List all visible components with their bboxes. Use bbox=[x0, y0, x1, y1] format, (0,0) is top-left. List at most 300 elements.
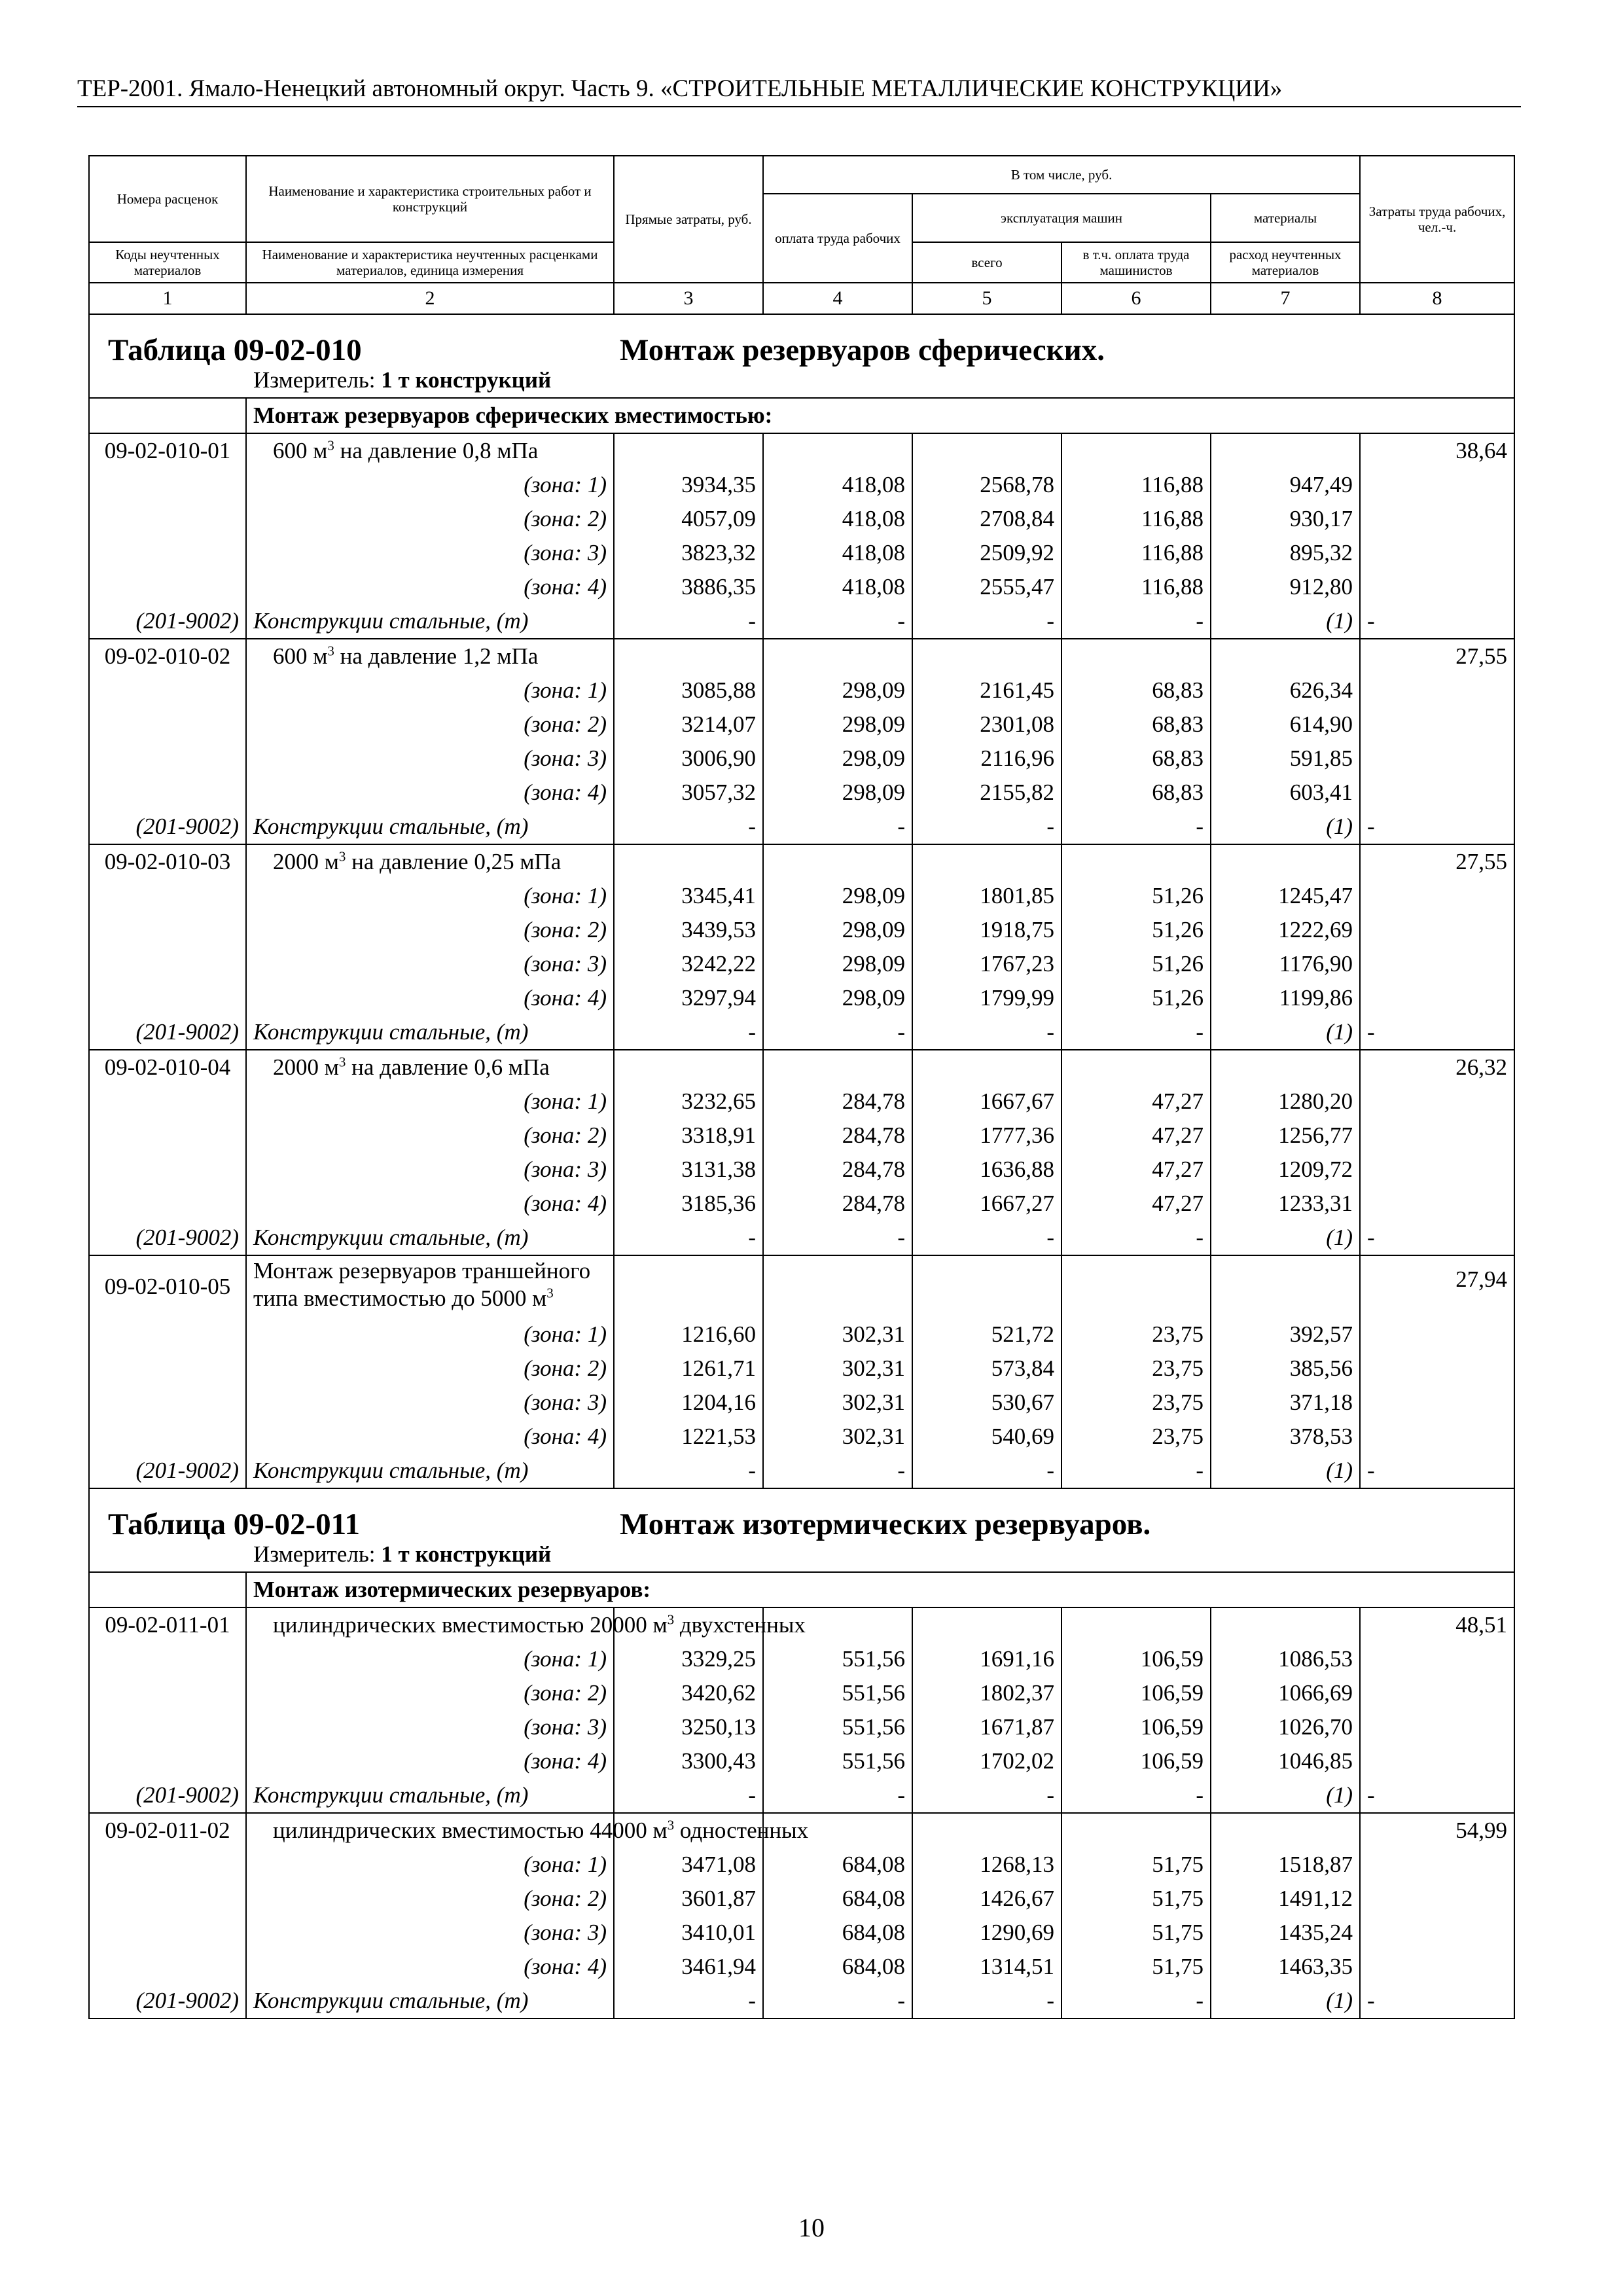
machinist-pay: 23,75 bbox=[1061, 1352, 1211, 1386]
machinist-pay: 47,27 bbox=[1061, 1153, 1211, 1187]
zone-label: (зона: 1) bbox=[246, 1085, 614, 1119]
machines-total: 1667,67 bbox=[912, 1085, 1061, 1119]
worker-pay: 284,78 bbox=[763, 1085, 912, 1119]
direct-cost: 3439,53 bbox=[614, 913, 763, 947]
empty-cell bbox=[1360, 879, 1514, 913]
materials-cost: 626,34 bbox=[1211, 673, 1360, 708]
resource-qty: (1) bbox=[1211, 1984, 1360, 2018]
resource-name: Конструкции стальные, (т) bbox=[246, 1984, 614, 2018]
zone-label: (зона: 1) bbox=[246, 1848, 614, 1882]
resource-dash: - bbox=[763, 810, 912, 844]
resource-dash: - bbox=[614, 810, 763, 844]
zone-label: (зона: 2) bbox=[246, 1882, 614, 1916]
empty-cell bbox=[89, 502, 246, 536]
machinist-pay: 51,26 bbox=[1061, 879, 1211, 913]
resource-dash: - bbox=[912, 1454, 1061, 1488]
zone-label: (зона: 2) bbox=[246, 502, 614, 536]
col-header-1-top: Номера расценок bbox=[89, 156, 246, 242]
resource-dash: - bbox=[763, 604, 912, 639]
empty-cell bbox=[89, 1085, 246, 1119]
item-name-tail: на давление 0,25 мПа bbox=[346, 849, 562, 874]
machines-total: 1801,85 bbox=[912, 879, 1061, 913]
direct-cost: 3185,36 bbox=[614, 1187, 763, 1221]
machines-total: 2116,96 bbox=[912, 742, 1061, 776]
empty-cell bbox=[1211, 1607, 1360, 1642]
machines-total: 1767,23 bbox=[912, 947, 1061, 981]
machinist-pay: 51,26 bbox=[1061, 913, 1211, 947]
resource-name: Конструкции стальные, (т) bbox=[246, 1454, 614, 1488]
empty-cell bbox=[1211, 433, 1360, 468]
resource-dash: - bbox=[614, 1454, 763, 1488]
item-name-text: цилиндрических вместимостью 20000 м bbox=[273, 1612, 668, 1638]
resource-dash: - bbox=[1061, 1015, 1211, 1050]
resource-row bbox=[89, 1454, 1514, 1488]
machines-total: 540,69 bbox=[912, 1420, 1061, 1454]
resource-qty: (1) bbox=[1211, 604, 1360, 639]
resource-code: (201-9002) bbox=[89, 1221, 246, 1255]
zone-label: (зона: 4) bbox=[246, 1950, 614, 1984]
machinist-pay: 68,83 bbox=[1061, 673, 1211, 708]
empty-cell bbox=[1360, 570, 1514, 604]
machinist-pay: 51,75 bbox=[1061, 1950, 1211, 1984]
materials-cost: 1086,53 bbox=[1211, 1642, 1360, 1676]
direct-cost: 4057,09 bbox=[614, 502, 763, 536]
empty-cell bbox=[1360, 1950, 1514, 1984]
empty-cell bbox=[1360, 1676, 1514, 1710]
empty-cell bbox=[89, 570, 246, 604]
item-row bbox=[89, 1050, 1514, 1085]
empty-cell bbox=[89, 1710, 246, 1744]
zone-row bbox=[89, 1676, 1514, 1710]
empty-cell bbox=[89, 1119, 246, 1153]
resource-dash: - bbox=[1061, 810, 1211, 844]
empty-cell bbox=[763, 433, 912, 468]
zone-label: (зона: 3) bbox=[246, 1153, 614, 1187]
empty-cell bbox=[89, 981, 246, 1015]
col-header-incl: В том числе, руб. bbox=[763, 156, 1360, 194]
item-row bbox=[89, 1255, 1514, 1318]
worker-pay: 298,09 bbox=[763, 708, 912, 742]
machines-total: 1691,16 bbox=[912, 1642, 1061, 1676]
empty-cell bbox=[89, 468, 246, 502]
table-subtitle: Монтаж изотермических резервуаров: bbox=[246, 1572, 1514, 1607]
resource-dash: - bbox=[1061, 1221, 1211, 1255]
materials-cost: 1209,72 bbox=[1211, 1153, 1360, 1187]
machinist-pay: 51,75 bbox=[1061, 1848, 1211, 1882]
direct-cost: 3131,38 bbox=[614, 1153, 763, 1187]
resource-code: (201-9002) bbox=[89, 1984, 246, 2018]
worker-pay: 551,56 bbox=[763, 1642, 912, 1676]
machinist-pay: 47,27 bbox=[1061, 1119, 1211, 1153]
labor-cost: 48,51 bbox=[1360, 1607, 1514, 1642]
table-number: Таблица 09-02-010 bbox=[108, 333, 362, 367]
meter-label: Измеритель: bbox=[253, 1541, 376, 1567]
item-code: 09-02-011-02 bbox=[89, 1813, 246, 1848]
table-number: Таблица 09-02-011 bbox=[108, 1507, 360, 1541]
item-name-sup: 3 bbox=[338, 1054, 346, 1070]
item-code: 09-02-011-01 bbox=[89, 1607, 246, 1642]
zone-row bbox=[89, 1318, 1514, 1352]
zone-row bbox=[89, 913, 1514, 947]
zone-label: (зона: 4) bbox=[246, 776, 614, 810]
empty-cell bbox=[1360, 1882, 1514, 1916]
worker-pay: 551,56 bbox=[763, 1744, 912, 1778]
col-number: 6 bbox=[1061, 283, 1211, 314]
resource-dash: - bbox=[912, 1221, 1061, 1255]
worker-pay: 551,56 bbox=[763, 1710, 912, 1744]
direct-cost: 3214,07 bbox=[614, 708, 763, 742]
item-name-tail: одностенных bbox=[674, 1818, 809, 1843]
resource-dash: - bbox=[763, 1778, 912, 1813]
direct-cost: 3329,25 bbox=[614, 1642, 763, 1676]
empty-cell bbox=[89, 1572, 246, 1607]
empty-cell bbox=[1360, 1744, 1514, 1778]
materials-cost: 1518,87 bbox=[1211, 1848, 1360, 1882]
item-code: 09-02-010-04 bbox=[89, 1050, 246, 1085]
machines-total: 1667,27 bbox=[912, 1187, 1061, 1221]
resource-dash: - bbox=[763, 1221, 912, 1255]
direct-cost: 3297,94 bbox=[614, 981, 763, 1015]
direct-cost: 3232,65 bbox=[614, 1085, 763, 1119]
materials-cost: 1066,69 bbox=[1211, 1676, 1360, 1710]
worker-pay: 684,08 bbox=[763, 1848, 912, 1882]
zone-row bbox=[89, 1882, 1514, 1916]
resource-dash: - bbox=[1360, 1778, 1514, 1813]
col-number: 7 bbox=[1211, 283, 1360, 314]
zone-row bbox=[89, 981, 1514, 1015]
col-header-4: оплата труда рабочих bbox=[763, 194, 912, 283]
zone-row bbox=[89, 947, 1514, 981]
resource-dash: - bbox=[1360, 1454, 1514, 1488]
resource-qty: (1) bbox=[1211, 1778, 1360, 1813]
machinist-pay: 47,27 bbox=[1061, 1085, 1211, 1119]
zone-row bbox=[89, 536, 1514, 570]
empty-cell bbox=[1061, 1813, 1211, 1848]
zone-label: (зона: 3) bbox=[246, 1710, 614, 1744]
resource-dash: - bbox=[614, 1778, 763, 1813]
materials-cost: 1222,69 bbox=[1211, 913, 1360, 947]
resource-row bbox=[89, 604, 1514, 639]
item-name-tail: на давление 0,6 мПа bbox=[346, 1054, 550, 1080]
resource-code: (201-9002) bbox=[89, 604, 246, 639]
item-row bbox=[89, 639, 1514, 673]
col-header-2-bottom: Наименование и характеристика неучтенных расценками материалов, единица измерения bbox=[246, 242, 614, 283]
zone-row bbox=[89, 1420, 1514, 1454]
zone-row bbox=[89, 1642, 1514, 1676]
materials-cost: 1491,12 bbox=[1211, 1882, 1360, 1916]
empty-cell bbox=[89, 1676, 246, 1710]
table-title-cell bbox=[89, 1488, 1514, 1572]
materials-cost: 603,41 bbox=[1211, 776, 1360, 810]
zone-label: (зона: 1) bbox=[246, 879, 614, 913]
empty-cell bbox=[89, 673, 246, 708]
empty-cell bbox=[912, 433, 1061, 468]
machinist-pay: 106,59 bbox=[1061, 1642, 1211, 1676]
materials-cost: 591,85 bbox=[1211, 742, 1360, 776]
item-name-text: 2000 м bbox=[273, 1054, 339, 1080]
direct-cost: 3085,88 bbox=[614, 673, 763, 708]
empty-cell bbox=[1211, 844, 1360, 879]
machines-total: 1426,67 bbox=[912, 1882, 1061, 1916]
materials-cost: 947,49 bbox=[1211, 468, 1360, 502]
zone-label: (зона: 3) bbox=[246, 947, 614, 981]
table-subtitle-row bbox=[89, 1572, 1514, 1607]
meter-value: 1 т конструкций bbox=[381, 367, 552, 393]
page-header: ТЕР-2001. Ямало-Ненецкий автономный округ. Часть 9. «СТРОИТЕЛЬНЫЕ МЕТАЛЛИЧЕСКИЕ КОНСТРУКЦИИ» bbox=[77, 73, 1521, 107]
resource-dash: - bbox=[912, 1778, 1061, 1813]
resource-name: Конструкции стальные, (т) bbox=[246, 1015, 614, 1050]
empty-cell bbox=[1360, 1848, 1514, 1882]
worker-pay: 302,31 bbox=[763, 1420, 912, 1454]
direct-cost: 3461,94 bbox=[614, 1950, 763, 1984]
resource-row bbox=[89, 810, 1514, 844]
zone-label: (зона: 3) bbox=[246, 1916, 614, 1950]
empty-cell bbox=[1360, 1187, 1514, 1221]
materials-cost: 1046,85 bbox=[1211, 1744, 1360, 1778]
worker-pay: 298,09 bbox=[763, 673, 912, 708]
worker-pay: 551,56 bbox=[763, 1676, 912, 1710]
col-number: 2 bbox=[246, 283, 614, 314]
direct-cost: 3601,87 bbox=[614, 1882, 763, 1916]
empty-cell bbox=[614, 433, 763, 468]
empty-cell bbox=[89, 1848, 246, 1882]
item-row bbox=[89, 1607, 1514, 1642]
resource-dash: - bbox=[614, 1221, 763, 1255]
empty-cell bbox=[89, 776, 246, 810]
empty-cell bbox=[614, 639, 763, 673]
machines-total: 2161,45 bbox=[912, 673, 1061, 708]
worker-pay: 418,08 bbox=[763, 536, 912, 570]
col-header-8: Затраты труда рабочих, чел.-ч. bbox=[1360, 156, 1514, 283]
worker-pay: 298,09 bbox=[763, 879, 912, 913]
machines-total: 1671,87 bbox=[912, 1710, 1061, 1744]
zone-row bbox=[89, 1710, 1514, 1744]
machines-total: 1290,69 bbox=[912, 1916, 1061, 1950]
empty-cell bbox=[89, 1642, 246, 1676]
empty-cell bbox=[614, 1255, 763, 1318]
resource-dash: - bbox=[1360, 604, 1514, 639]
zone-label: (зона: 1) bbox=[246, 1642, 614, 1676]
col-header-3: Прямые затраты, руб. bbox=[614, 156, 763, 283]
machinist-pay: 51,26 bbox=[1061, 947, 1211, 981]
empty-cell bbox=[1360, 1318, 1514, 1352]
machinist-pay: 51,75 bbox=[1061, 1916, 1211, 1950]
empty-cell bbox=[1211, 1050, 1360, 1085]
resource-dash: - bbox=[614, 604, 763, 639]
resource-dash: - bbox=[763, 1015, 912, 1050]
worker-pay: 684,08 bbox=[763, 1882, 912, 1916]
table-title: Монтаж резервуаров сферических. bbox=[620, 333, 1105, 367]
empty-cell bbox=[89, 708, 246, 742]
zone-label: (зона: 3) bbox=[246, 1386, 614, 1420]
machines-total: 1314,51 bbox=[912, 1950, 1061, 1984]
resource-dash: - bbox=[1061, 1984, 1211, 2018]
empty-cell bbox=[89, 913, 246, 947]
empty-cell bbox=[614, 844, 763, 879]
empty-cell bbox=[1360, 1642, 1514, 1676]
item-code: 09-02-010-02 bbox=[89, 639, 246, 673]
direct-cost: 3006,90 bbox=[614, 742, 763, 776]
direct-cost: 1216,60 bbox=[614, 1318, 763, 1352]
materials-cost: 1245,47 bbox=[1211, 879, 1360, 913]
item-name-sup: 3 bbox=[327, 437, 334, 454]
materials-cost: 1176,90 bbox=[1211, 947, 1360, 981]
empty-cell bbox=[1360, 1119, 1514, 1153]
worker-pay: 684,08 bbox=[763, 1950, 912, 1984]
empty-cell bbox=[89, 947, 246, 981]
zone-row bbox=[89, 879, 1514, 913]
resource-qty: (1) bbox=[1211, 1221, 1360, 1255]
materials-cost: 378,53 bbox=[1211, 1420, 1360, 1454]
direct-cost: 3420,62 bbox=[614, 1676, 763, 1710]
machinist-pay: 116,88 bbox=[1061, 468, 1211, 502]
resource-dash: - bbox=[1360, 810, 1514, 844]
empty-cell bbox=[614, 1050, 763, 1085]
worker-pay: 284,78 bbox=[763, 1119, 912, 1153]
col-number: 1 bbox=[89, 283, 246, 314]
machinist-pay: 68,83 bbox=[1061, 742, 1211, 776]
empty-cell bbox=[89, 1153, 246, 1187]
empty-cell bbox=[1360, 1916, 1514, 1950]
col-header-1-bottom: Коды неучтенных материалов bbox=[89, 242, 246, 283]
direct-cost: 3886,35 bbox=[614, 570, 763, 604]
machines-total: 2155,82 bbox=[912, 776, 1061, 810]
item-name-tail: на давление 0,8 мПа bbox=[334, 438, 539, 463]
machinist-pay: 68,83 bbox=[1061, 708, 1211, 742]
machinist-pay: 106,59 bbox=[1061, 1710, 1211, 1744]
resource-qty: (1) bbox=[1211, 1454, 1360, 1488]
empty-cell bbox=[912, 639, 1061, 673]
empty-cell bbox=[89, 1318, 246, 1352]
empty-cell bbox=[1360, 981, 1514, 1015]
resource-dash: - bbox=[912, 604, 1061, 639]
zone-row bbox=[89, 468, 1514, 502]
machinist-pay: 23,75 bbox=[1061, 1420, 1211, 1454]
col-header-machines: эксплуатация машин bbox=[912, 194, 1211, 242]
empty-cell bbox=[1360, 536, 1514, 570]
labor-cost: 27,55 bbox=[1360, 844, 1514, 879]
resource-name: Конструкции стальные, (т) bbox=[246, 810, 614, 844]
table-subtitle: Монтаж резервуаров сферических вместимостью: bbox=[246, 398, 1514, 433]
table-title-block bbox=[90, 315, 1514, 397]
empty-cell bbox=[912, 1813, 1061, 1848]
table-title-block bbox=[90, 1489, 1514, 1571]
direct-cost: 3823,32 bbox=[614, 536, 763, 570]
resource-row bbox=[89, 1221, 1514, 1255]
zone-row bbox=[89, 1085, 1514, 1119]
direct-cost: 3318,91 bbox=[614, 1119, 763, 1153]
resource-dash: - bbox=[1360, 1984, 1514, 2018]
zone-label: (зона: 1) bbox=[246, 673, 614, 708]
empty-cell bbox=[1061, 433, 1211, 468]
zone-row bbox=[89, 1352, 1514, 1386]
resource-dash: - bbox=[1360, 1015, 1514, 1050]
empty-cell bbox=[1061, 1255, 1211, 1318]
machines-total: 1777,36 bbox=[912, 1119, 1061, 1153]
zone-row bbox=[89, 742, 1514, 776]
zone-label: (зона: 4) bbox=[246, 1744, 614, 1778]
machinist-pay: 51,26 bbox=[1061, 981, 1211, 1015]
empty-cell bbox=[89, 398, 246, 433]
machinist-pay: 106,59 bbox=[1061, 1744, 1211, 1778]
resource-qty: (1) bbox=[1211, 810, 1360, 844]
zone-label: (зона: 4) bbox=[246, 1187, 614, 1221]
materials-cost: 1256,77 bbox=[1211, 1119, 1360, 1153]
resource-code: (201-9002) bbox=[89, 810, 246, 844]
empty-cell bbox=[1211, 1255, 1360, 1318]
zone-row bbox=[89, 1950, 1514, 1984]
zone-label: (зона: 2) bbox=[246, 708, 614, 742]
materials-cost: 1026,70 bbox=[1211, 1710, 1360, 1744]
empty-cell bbox=[912, 1050, 1061, 1085]
resource-dash: - bbox=[912, 1984, 1061, 2018]
zone-label: (зона: 4) bbox=[246, 981, 614, 1015]
item-name bbox=[246, 1607, 806, 1642]
col-header-7: расход неучтенных материалов bbox=[1211, 242, 1360, 283]
empty-cell bbox=[1061, 1050, 1211, 1085]
materials-cost: 1280,20 bbox=[1211, 1085, 1360, 1119]
empty-cell bbox=[89, 1950, 246, 1984]
worker-pay: 418,08 bbox=[763, 468, 912, 502]
item-name-text: 2000 м bbox=[273, 849, 339, 874]
item-row bbox=[89, 433, 1514, 468]
empty-cell bbox=[89, 1420, 246, 1454]
col-number: 5 bbox=[912, 283, 1061, 314]
item-name bbox=[246, 1255, 614, 1318]
item-code: 09-02-010-05 bbox=[89, 1255, 246, 1318]
empty-cell bbox=[1360, 1153, 1514, 1187]
materials-cost: 385,56 bbox=[1211, 1352, 1360, 1386]
resource-dash: - bbox=[763, 1454, 912, 1488]
table-title-row bbox=[89, 1488, 1514, 1572]
machines-total: 1268,13 bbox=[912, 1848, 1061, 1882]
zone-row bbox=[89, 776, 1514, 810]
price-table bbox=[88, 155, 1515, 2019]
item-row bbox=[89, 844, 1514, 879]
empty-cell bbox=[89, 879, 246, 913]
worker-pay: 418,08 bbox=[763, 570, 912, 604]
machinist-pay: 47,27 bbox=[1061, 1187, 1211, 1221]
empty-cell bbox=[763, 1050, 912, 1085]
empty-cell bbox=[763, 639, 912, 673]
resource-code: (201-9002) bbox=[89, 1778, 246, 1813]
materials-cost: 392,57 bbox=[1211, 1318, 1360, 1352]
materials-cost: 930,17 bbox=[1211, 502, 1360, 536]
table-title-row bbox=[89, 314, 1514, 398]
empty-cell bbox=[1360, 913, 1514, 947]
labor-cost: 26,32 bbox=[1360, 1050, 1514, 1085]
empty-cell bbox=[1360, 742, 1514, 776]
empty-cell bbox=[1061, 844, 1211, 879]
empty-cell bbox=[1360, 468, 1514, 502]
worker-pay: 298,09 bbox=[763, 981, 912, 1015]
page-number: 10 bbox=[798, 2213, 825, 2242]
empty-cell bbox=[1360, 1085, 1514, 1119]
item-name-tail: на давление 1,2 мПа bbox=[334, 643, 539, 669]
machinist-pay: 116,88 bbox=[1061, 570, 1211, 604]
machinist-pay: 68,83 bbox=[1061, 776, 1211, 810]
direct-cost: 3242,22 bbox=[614, 947, 763, 981]
resource-dash: - bbox=[912, 810, 1061, 844]
resource-qty: (1) bbox=[1211, 1015, 1360, 1050]
item-name-tail: двухстенных bbox=[674, 1612, 806, 1638]
resource-row bbox=[89, 1984, 1514, 2018]
resource-dash: - bbox=[1061, 1454, 1211, 1488]
empty-cell bbox=[89, 1352, 246, 1386]
materials-cost: 614,90 bbox=[1211, 708, 1360, 742]
col-number: 4 bbox=[763, 283, 912, 314]
col-header-5: всего bbox=[912, 242, 1061, 283]
